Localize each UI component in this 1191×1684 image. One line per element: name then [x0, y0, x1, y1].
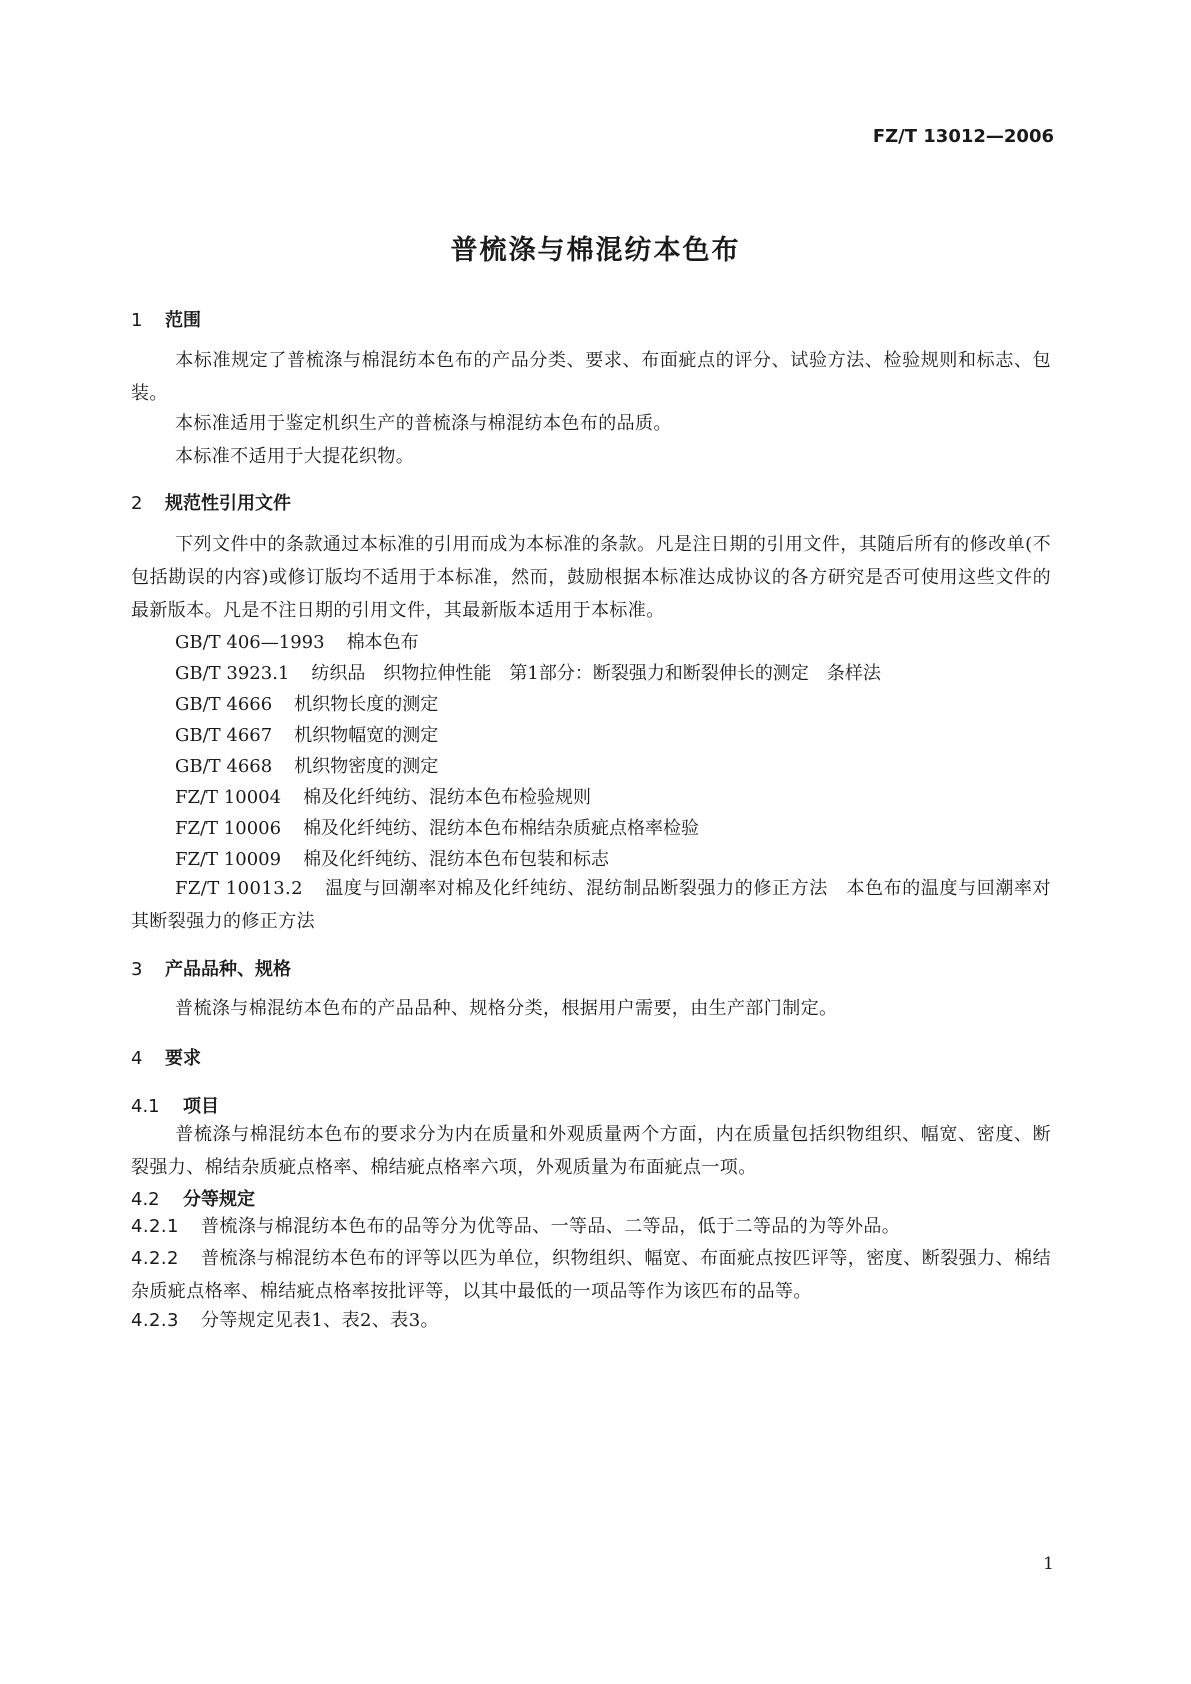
section-number: 2: [131, 493, 143, 514]
subsection-number: 4.2: [131, 1189, 160, 1210]
reference-item: GB/T 4668 机织物密度的测定: [175, 756, 439, 777]
reference-item: GB/T 4667 机织物幅宽的测定: [175, 725, 439, 746]
section-number: 3: [131, 959, 143, 980]
subsection-title: 项目: [183, 1096, 219, 1117]
clause-4-2-1: 4.2.1 普梳涤与棉混纺本色布的品等分为优等品、一等品、二等品，低于二等品的为等外品。: [131, 1216, 901, 1237]
reference-item: FZ/T 10009 棉及化纤纯纺、混纺本色布包装和标志: [175, 849, 610, 870]
page-number: 1: [1043, 1554, 1054, 1574]
reference-item: FZ/T 10013.2 温度与回潮率对棉及化纤纯纺、混纺制品断裂强力的修正方法 本色布的温度与回潮率对其断裂强力的修正方法: [131, 878, 1051, 932]
clause-4-2-2: 4.2.2 普梳涤与棉混纺本色布的评等以匹为单位，织物组织、幅宽、布面疵点按匹评等，密度、断裂强力、棉结杂质疵点格率、棉结疵点格率按批评等，以其中最低的一项品等作为该匹布的品等。: [131, 1248, 1051, 1302]
subsection-4-2-heading: [131, 1185, 255, 1211]
subsection-4-1-para: 普梳涤与棉混纺本色布的要求分为内在质量和外观质量两个方面，内在质量包括织物组织、幅宽、密度、断裂强力、棉结杂质疵点格率、棉结疵点格率六项，外观质量为布面疵点一项。: [131, 1124, 1051, 1178]
section-number: 1: [131, 310, 143, 331]
section-1-para-1: 本标准规定了普梳涤与棉混纺本色布的产品分类、要求、布面疵点的评分、试验方法、检验规则和标志、包装。: [131, 350, 1051, 404]
section-title: 规范性引用文件: [165, 493, 291, 514]
section-3-heading: [131, 955, 291, 981]
subsection-title: 分等规定: [183, 1189, 255, 1210]
clause-4-2-3: 4.2.3 分等规定见表1、表2、表3。: [131, 1310, 439, 1331]
section-2-intro: 下列文件中的条款通过本标准的引用而成为本标准的条款。凡是注日期的引用文件，其随后所有的修改单(不包括勘误的内容)或修订版均不适用于本标准，然而，鼓励根据本标准达成协议的各方研究是否可使用这些文件的最新版本。凡是不注日期的引用文件，其最新版本适用于本标准。: [131, 534, 1051, 621]
subsection-number: 4.1: [131, 1096, 160, 1117]
section-1-heading: [131, 306, 201, 332]
reference-item: GB/T 3923.1 纺织品 织物拉伸性能 第1部分：断裂强力和断裂伸长的测定 条样法: [175, 663, 881, 684]
section-number: 4: [131, 1048, 143, 1069]
section-2-heading: [131, 489, 291, 515]
section-1-para-2: 本标准适用于鉴定机织生产的普梳涤与棉混纺本色布的品质。: [175, 413, 672, 434]
section-title: 产品品种、规格: [165, 959, 291, 980]
section-title: 范围: [165, 310, 201, 331]
reference-item: FZ/T 10004 棉及化纤纯纺、混纺本色布检验规则: [175, 787, 592, 808]
section-title: 要求: [165, 1048, 201, 1069]
reference-item: FZ/T 10006 棉及化纤纯纺、混纺本色布棉结杂质疵点格率检验: [175, 818, 700, 839]
subsection-4-1-heading: [131, 1092, 219, 1118]
reference-item: GB/T 406—1993 棉本色布: [175, 632, 419, 653]
standard-number: FZ/T 13012—2006: [872, 126, 1054, 147]
section-4-heading: [131, 1044, 201, 1070]
document-title: 普梳涤与棉混纺本色布: [450, 235, 741, 266]
reference-item: GB/T 4666 机织物长度的测定: [175, 694, 439, 715]
section-1-para-3: 本标准不适用于大提花织物。: [175, 446, 415, 467]
section-3-para: 普梳涤与棉混纺本色布的产品品种、规格分类，根据用户需要，由生产部门制定。: [175, 998, 838, 1019]
